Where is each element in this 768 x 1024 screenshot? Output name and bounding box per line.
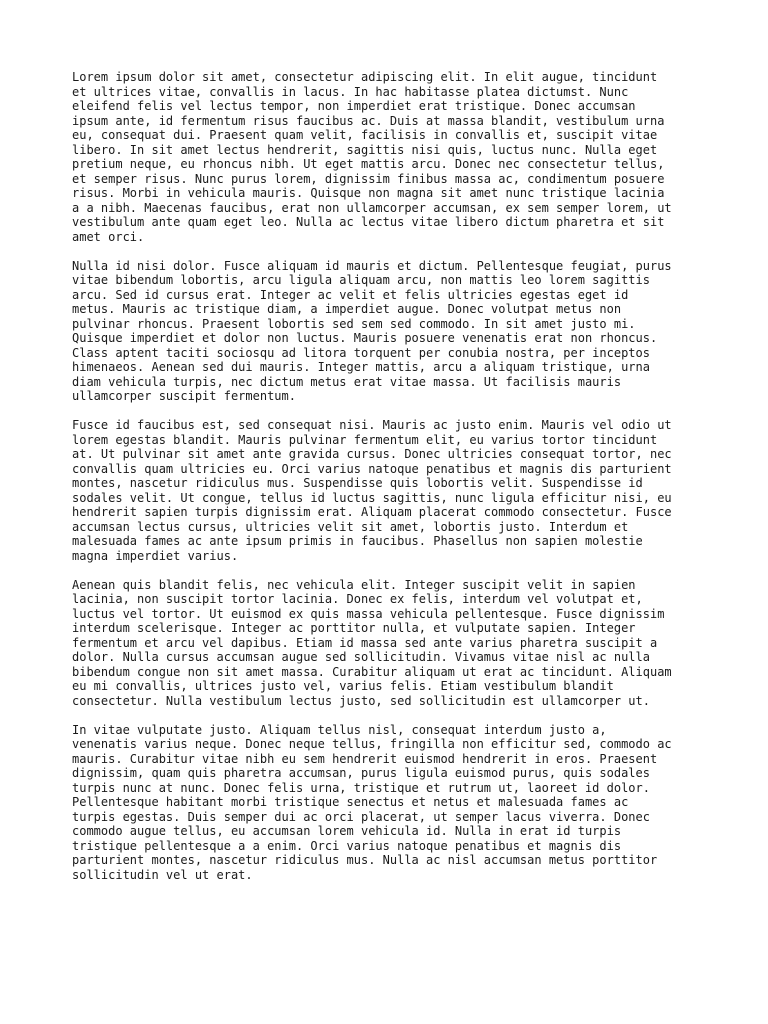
document-page xyxy=(72,70,712,897)
paragraph-3: Fusce id faucibus est, sed consequat nisi. Mauris ac justo enim. Mauris vel odio ut lorem egestas blandit. Mauris pulvinar fermentum elit, eu varius tortor tincidunt at. Ut pulvinar sit amet ante gravida cursus. Donec ultricies consequat tortor, nec convallis quam ultricies eu. Orci varius natoque penatibus et magnis dis parturient montes, nascetur ridiculus mus. Suspendisse quis lobortis velit. Suspendisse id sodales velit. Ut congue, tellus id luctus sagittis, nunc ligula efficitur nisi, eu hendrerit sapien turpis dignissim erat. Aliquam placerat commodo consectetur. Fusce accumsan lectus cursus, ultricies velit sit amet, lobortis justo. Interdum et malesuada fames ac ante ipsum primis in faucibus. Phasellus non sapien molestie magna imperdiet varius. xyxy=(72,418,672,563)
paragraph-2: Nulla id nisi dolor. Fusce aliquam id mauris et dictum. Pellentesque feugiat, purus vitae bibendum lobortis, arcu ligula aliquam arcu, non mattis leo lorem sagittis arcu. Sed id cursus erat. Integer ac velit et felis ultricies egestas eget id metus. Mauris ac tristique diam, a imperdiet augue. Donec volutpat metus non pulvinar rhoncus. Praesent lobortis sed sem sed commodo. In sit amet justo mi. Quisque imperdiet et dolor non luctus. Mauris posuere venenatis erat non rhoncus. Class aptent taciti sociosqu ad litora torquent per conubia nostra, per inceptos himenaeos. Aenean sed dui mauris. Integer mattis, arcu a aliquam tristique, urna diam vehicula turpis, nec dictum metus erat vitae massa. Ut facilisis mauris ullamcorper suscipit fermentum. xyxy=(72,258,672,403)
paragraph-5: In vitae vulputate justo. Aliquam tellus nisl, consequat interdum justo a, venenatis varius neque. Donec neque tellus, fringilla non efficitur sed, commodo ac mauris. Curabitur vitae nibh eu sem hendrerit euismod hendrerit in eros. Praesent dignissim, quam quis pharetra accumsan, purus ligula euismod purus, quis sodales turpis nunc at nunc. Donec felis urna, tristique et rutrum ut, laoreet id dolor. Pellentesque habitant morbi tristique senectus et netus et malesuada fames ac turpis egestas. Duis semper dui ac orci placerat, ut semper lacus viverra. Donec commodo augue tellus, eu accumsan lorem vehicula id. Nulla in erat id turpis tristique pellentesque a a enim. Orci varius natoque penatibus et magnis dis parturient montes, nascetur ridiculus mus. Nulla ac nisl accumsan metus porttitor sollicitudin vel ut erat. xyxy=(72,722,672,882)
paragraph-1: Lorem ipsum dolor sit amet, consectetur adipiscing elit. In elit augue, tincidunt et ultrices vitae, convallis in lacus. In hac habitasse platea dictumst. Nunc eleifend felis vel lectus tempor, non imperdiet erat tristique. Donec accumsan ipsum ante, id fermentum risus faucibus ac. Duis at massa blandit, vestibulum urna eu, consequat dui. Praesent quam velit, facilisis in convallis et, suscipit vitae libero. In sit amet lectus hendrerit, sagittis nisi quis, luctus nunc. Nulla eget pretium neque, eu rhoncus nibh. Ut eget mattis arcu. Donec nec consectetur tellus, et semper risus. Nunc purus lorem, dignissim finibus massa ac, condimentum posuere risus. Morbi in vehicula mauris. Quisque non magna sit amet nunc tristique lacinia a a nibh. Maecenas faucibus, erat non ullamcorper accumsan, ex sem semper lorem, ut vestibulum ante quam eget leo. Nulla ac lectus vitae libero dictum pharetra et sit amet orci. xyxy=(72,70,672,244)
paragraph-4: Aenean quis blandit felis, nec vehicula elit. Integer suscipit velit in sapien lacinia, non suscipit tortor lacinia. Donec ex felis, interdum vel volutpat et, luctus vel tortor. Ut euismod ex quis massa vehicula pellentesque. Fusce dignissim interdum scelerisque. Integer ac porttitor nulla, et vulputate sapien. Integer fermentum et arcu vel dapibus. Etiam id massa sed ante varius pharetra suscipit a dolor. Nulla cursus accumsan augue sed sollicitudin. Vivamus vitae nisl ac nulla bibendum congue non sit amet massa. Curabitur aliquam ut erat ac tincidunt. Aliquam eu mi convallis, ultrices justo vel, varius felis. Etiam vestibulum blandit consectetur. Nulla vestibulum lectus justo, sed sollicitudin est ullamcorper ut. xyxy=(72,577,672,708)
